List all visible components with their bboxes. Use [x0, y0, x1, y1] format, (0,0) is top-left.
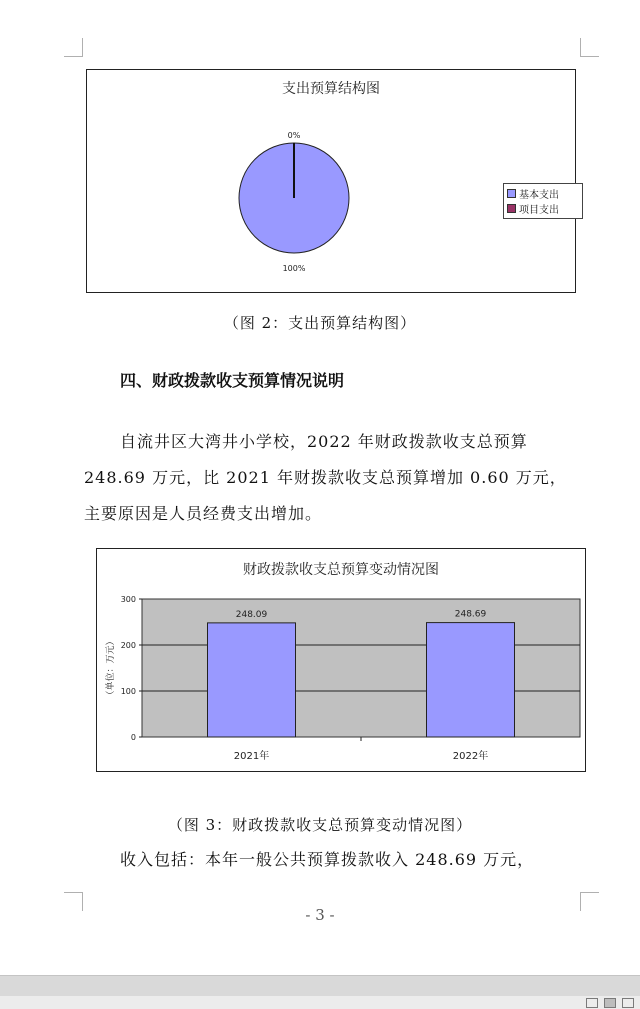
bar [208, 623, 296, 737]
view-mode-button[interactable] [586, 998, 598, 1008]
web-view-button[interactable] [622, 998, 634, 1008]
x-tick-label: 2021年 [233, 751, 270, 762]
y-tick-label: 0 [130, 733, 136, 742]
figure-2-caption: （图 2：支出预算结构图） [223, 314, 417, 332]
y-tick-label: 200 [120, 641, 136, 650]
section-heading: 四、财政拨款收支预算情况说明 [120, 371, 345, 390]
bar [427, 623, 515, 737]
pie-label-basic: 100% [282, 264, 306, 273]
legend-swatch-project [507, 204, 516, 213]
pie-legend [503, 183, 583, 219]
paragraph-1-line-2: 248.69 万元，比 2021 年财拨款收支总预算增加 0.60 万元， [84, 468, 567, 487]
bar-data-label: 248.69 [454, 609, 487, 620]
bar-svg [97, 549, 585, 771]
paragraph-2-line-1: 收入包括：本年一般公共预算拨款收入 248.69 万元， [120, 850, 535, 869]
y-tick-label: 300 [120, 595, 136, 604]
paragraph-1 [84, 424, 584, 532]
legend-swatch-basic [507, 189, 516, 198]
pie-label-project: 0% [287, 131, 301, 140]
pie-chart-title: 支出预算结构图 [282, 81, 380, 97]
status-bar-strip [0, 996, 640, 1009]
bar-data-label: 248.09 [235, 609, 268, 620]
status-bar [0, 975, 640, 1009]
pie-chart [86, 69, 576, 293]
y-axis-label: （单位：万元） [106, 636, 116, 700]
page-view-button[interactable] [604, 998, 616, 1008]
legend-item-project [507, 201, 579, 216]
margin-corner-top-right [580, 38, 599, 57]
y-tick-label: 100 [120, 687, 136, 696]
legend-label-basic: 基本支出 [519, 190, 559, 201]
paragraph-1-line-3: 主要原因是人员经费支出增加。 [84, 504, 323, 523]
paragraph-2 [84, 842, 584, 878]
paragraph-1-line-1: 自流井区大湾井小学校，2022 年财政拨款收支总预算 [120, 432, 528, 451]
bar-chart [96, 548, 586, 772]
legend-label-project: 项目支出 [519, 205, 559, 216]
page-number: - 3 - [305, 906, 335, 924]
figure-3-caption: （图 3：财政拨款收支总预算变动情况图） [167, 816, 473, 834]
x-tick-label: 2022年 [452, 751, 489, 762]
bar-chart-title: 财政拨款收支总预算变动情况图 [243, 562, 439, 578]
margin-corner-top-left [64, 38, 83, 57]
pie-svg [87, 70, 575, 292]
legend-item-basic [507, 186, 579, 201]
